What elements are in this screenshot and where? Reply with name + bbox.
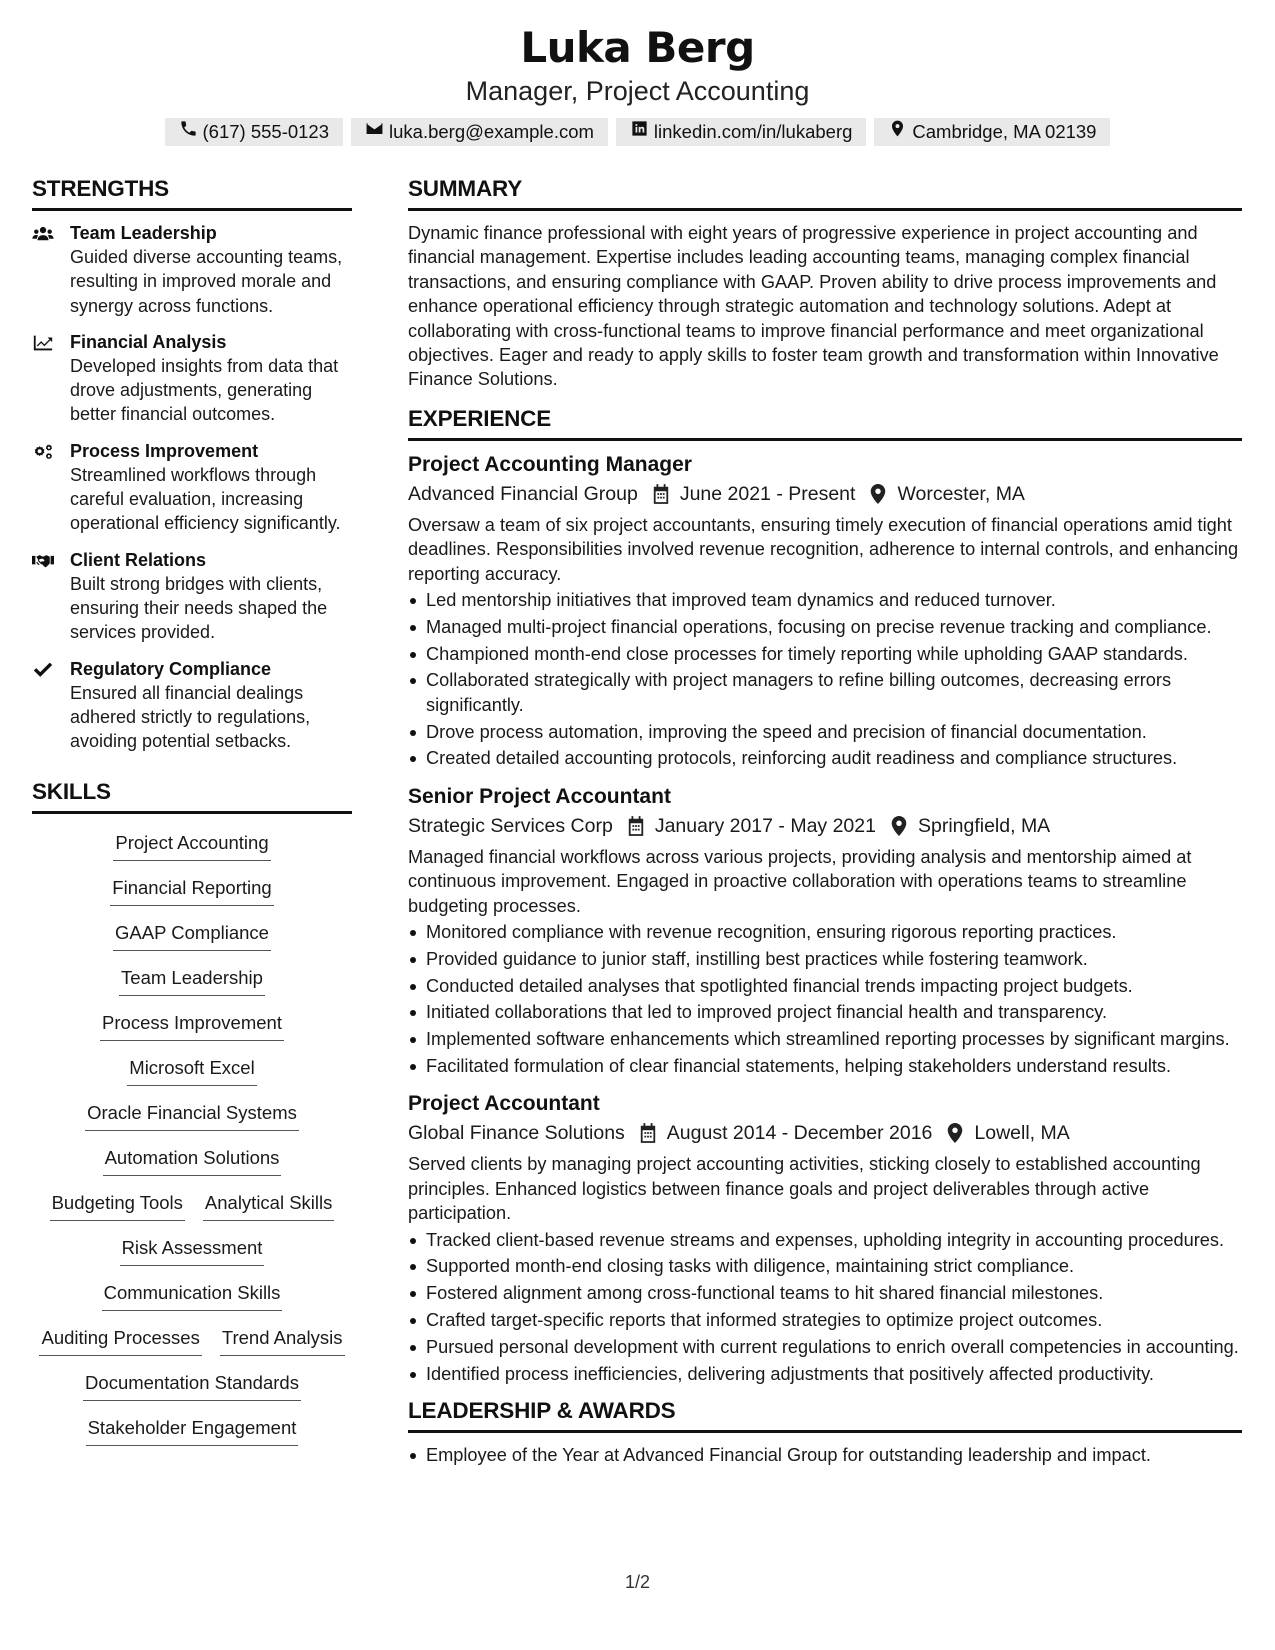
strength-item [32,657,352,754]
skill-tag: Project Accounting [113,830,270,861]
users-icon [32,221,70,318]
job-bullet: Led mentorship initiatives that improved team dynamics and reduced turnover. [408,588,1242,612]
skill-tag: Auditing Processes [39,1325,201,1356]
strength-title: Team Leadership [70,223,217,243]
left-column [32,176,352,1460]
job-description: Managed financial workflows across various projects, providing analysis and mentorship aimed at continuous improvement. Engaged in proactive collaboration with operations teams to streamline budgeting processes. [408,846,1192,916]
job-bullet: Championed month-end close processes for timely reporting while upholding GAAP standards. [408,642,1242,666]
job-company: Strategic Services Corp [408,814,613,837]
job-bullet: Facilitated formulation of clear financial statements, helping stakeholders understand results. [408,1054,1242,1078]
strength-item [32,221,352,318]
strength-title: Process Improvement [70,440,259,461]
contact-location-text: Cambridge, MA 02139 [912,121,1097,142]
strength-item [32,330,352,427]
skill-tag: Communication Skills [102,1280,283,1311]
candidate-name: Luka Berg [520,23,755,72]
skill-tag: Analytical Skills [203,1190,335,1221]
right-column [408,176,1242,1470]
job-company: Global Finance Solutions [408,1122,625,1145]
skill-tag: Team Leadership [119,965,265,996]
strength-title: Regulatory Compliance [70,658,272,679]
candidate-title: Manager, Project Accounting [465,76,810,106]
job-bullets [408,588,1242,771]
strength-title: Financial Analysis [70,331,227,352]
skills-list [32,824,352,1460]
strength-desc: Developed insights from data that drove adjustments, generating better financial outcomes. [70,355,339,425]
skill-tag: Oracle Financial Systems [85,1100,299,1131]
strengths-heading: STRENGTHS [32,176,352,211]
job-title: Project Accounting Manager [408,452,692,476]
award-item: Employee of the Year at Advanced Financial Group for outstanding leadership and impact. [408,1443,1242,1467]
job-dates: June 2021 - Present [679,482,856,505]
envelope-icon [365,118,384,146]
job-bullet: Drove process automation, improving the speed and precision of financial documentation. [408,720,1242,744]
strength-desc: Guided diverse accounting teams, resulting in improved morale and synergy across functions. [70,247,343,316]
strength-desc: Ensured all financial dealings adhered strictly to regulations, avoiding potential setbacks. [70,682,311,752]
job-bullets [408,920,1242,1078]
job-bullet: Created detailed accounting protocols, reinforcing audit readiness and compliance structures. [408,746,1242,770]
job-title: Senior Project Accountant [408,784,671,808]
contact-linkedin-text: linkedin.com/in/lukaberg [653,121,853,142]
job-description: Served clients by managing project accounting activities, sticking closely to established accounting principles. Enhanced logistics between finance goals and project deliverables through active participation. [408,1154,1201,1224]
calendar-icon [627,816,645,836]
job-bullet: Initiated collaborations that led to improved project financial health and transparency. [408,1000,1242,1024]
strength-item [32,548,352,645]
contact-phone-text: (617) 555-0123 [202,121,330,142]
skill-tag: Microsoft Excel [127,1055,256,1086]
chart-line-icon [32,330,70,427]
job-bullet: Monitored compliance with revenue recognition, ensuring rigorous reporting practices. [408,920,1242,944]
contact-email[interactable] [351,118,608,146]
skill-tag: Stakeholder Engagement [86,1415,299,1446]
job-bullet: Pursued personal development with current regulations to enrich overall competencies in accounting. [408,1335,1242,1359]
skill-tag: Financial Reporting [110,875,273,906]
job-meta [408,1118,1242,1148]
handshake-icon [32,548,70,645]
contact-phone[interactable] [165,118,344,146]
skill-tag: Automation Solutions [103,1145,282,1176]
skill-tag: Risk Assessment [120,1235,265,1266]
job-description: Oversaw a team of six project accountants, ensuring timely execution of financial operations amid tight deadlines. Responsibilities involved revenue recognition, adherence to internal controls, and enhancing reporting accuracy. [408,514,1239,584]
skill-tag: Trend Analysis [220,1325,345,1356]
skill-tag: GAAP Compliance [113,920,271,951]
job-company: Advanced Financial Group [408,482,638,505]
calendar-icon [652,484,670,504]
job-title: Project Accountant [408,1092,600,1116]
contact-bar [0,118,1275,146]
job-bullet: Supported month-end closing tasks with diligence, maintaining strict compliance. [408,1254,1242,1278]
summary-text: Dynamic finance professional with eight years of progressive experience in project accounting and financial management. Expertise includes leading accounting teams, managing complex financial transactions, and ensuring compliance with GAAP. Proven ability to drive process improvements and enhance operational efficiency through strategic automation and technology solutions. Adept at collaborating with cross-functional teams to improve financial performance and meet organizational objectives. Eager and ready to apply skills to foster team growth and transformation within Innovative Finance Solutions. [408,223,1219,390]
resume-header [0,22,1275,146]
job-entry [408,1090,1242,1386]
contact-email-text: luka.berg@example.com [389,121,594,142]
awards-heading: LEADERSHIP & AWARDS [408,1398,1242,1433]
job-entry [408,783,1242,1079]
job-dates: August 2014 - December 2016 [666,1122,933,1145]
skills-section [32,779,352,1460]
job-meta [408,811,1242,841]
strength-item [32,439,352,536]
calendar-icon [639,1123,657,1143]
job-dates: January 2017 - May 2021 [654,814,876,837]
job-bullet: Identified process inefficiencies, delivering adjustments that positively affected productivity. [408,1362,1242,1386]
contact-linkedin[interactable] [616,118,866,146]
gears-icon [32,439,70,536]
job-bullets [408,1228,1242,1386]
linkedin-icon [630,118,649,146]
skill-tag: Budgeting Tools [50,1190,185,1221]
job-meta [408,479,1242,509]
experience-heading: EXPERIENCE [408,406,1242,441]
strength-desc: Built strong bridges with clients, ensuring their needs shaped the services provided. [70,573,328,643]
job-bullet: Implemented software enhancements which streamlined reporting processes by significant margins. [408,1027,1242,1051]
strength-desc: Streamlined workflows through careful evaluation, increasing operational efficiency significantly. [70,464,341,534]
page-number: 1/2 [624,1572,651,1592]
awards-list [408,1443,1242,1467]
location-pin-icon [890,816,908,836]
skill-tag: Documentation Standards [83,1370,301,1401]
job-location: Springfield, MA [917,814,1051,837]
job-entry [408,451,1242,771]
skills-heading: SKILLS [32,779,352,814]
job-bullet: Fostered alignment among cross-functional teams to hit shared financial milestones. [408,1281,1242,1305]
location-pin-icon [946,1123,964,1143]
location-pin-icon [869,484,887,504]
job-location: Worcester, MA [897,482,1025,505]
summary-heading: SUMMARY [408,176,1242,211]
job-bullet: Tracked client-based revenue streams and expenses, upholding integrity in accounting procedures. [408,1228,1242,1252]
job-bullet: Collaborated strategically with project managers to refine billing outcomes, decreasing errors significantly. [408,668,1242,717]
checkmark-icon [32,657,70,754]
phone-icon [179,118,198,146]
location-pin-icon [888,118,907,146]
job-bullet: Conducted detailed analyses that spotlighted financial trends impacting project budgets. [408,974,1242,998]
contact-location [874,118,1110,146]
strength-title: Client Relations [70,549,207,570]
skill-tag: Process Improvement [100,1010,284,1041]
job-location: Lowell, MA [974,1122,1070,1145]
job-bullet: Managed multi-project financial operations, focusing on precise revenue tracking and compliance. [408,615,1242,639]
job-bullet: Provided guidance to junior staff, instilling best practices while fostering teamwork. [408,947,1242,971]
job-bullet: Crafted target-specific reports that informed strategies to optimize project outcomes. [408,1308,1242,1332]
